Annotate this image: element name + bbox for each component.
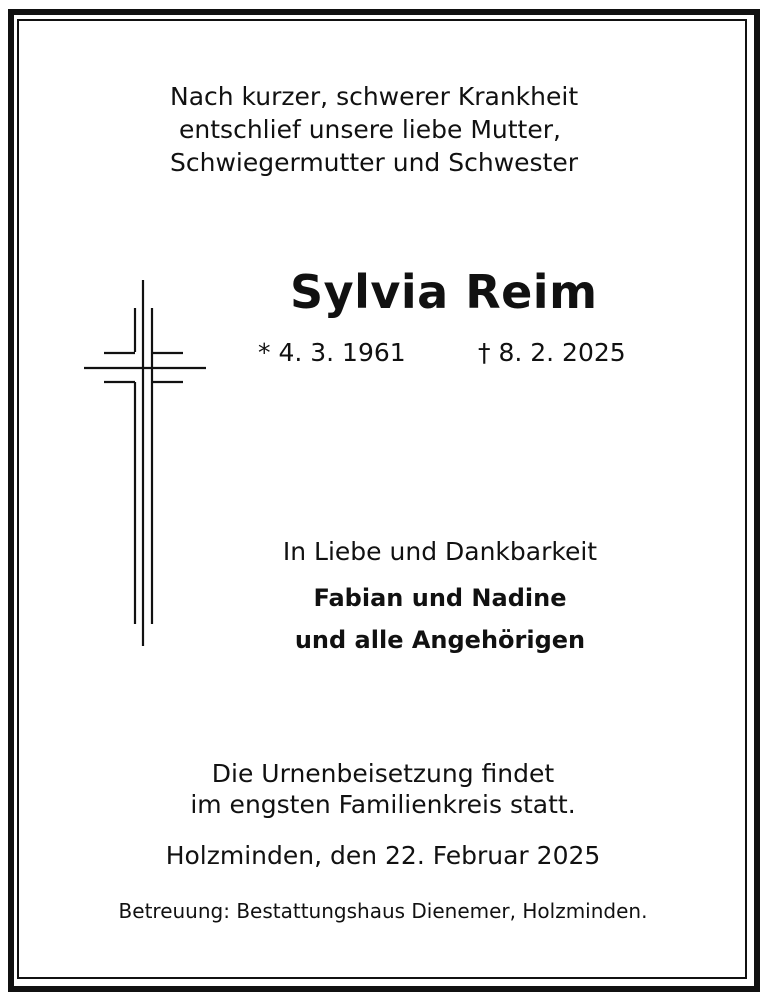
mourner-line: Fabian und Nadine (313, 584, 567, 612)
burial-line: Die Urnenbeisetzung findet (211, 759, 555, 788)
intro-line: entschlief unsere liebe Mutter, (179, 115, 561, 144)
love-line: In Liebe und Dankbarkeit (282, 537, 598, 566)
deceased-name: Sylvia Reim (290, 265, 598, 319)
intro-line: Nach kurzer, schwerer Krankheit (170, 82, 579, 111)
burial-line: im engsten Familienkreis statt. (190, 790, 576, 819)
mourner-line: und alle Angehörigen (294, 626, 586, 654)
cross-icon (80, 278, 210, 650)
intro-text (170, 80, 579, 179)
death-date: † 8. 2. 2025 (478, 338, 626, 367)
intro-line: Schwiegermutter und Schwester (170, 148, 579, 177)
birth-date: * 4. 3. 1961 (258, 338, 406, 367)
funeral-home: Betreuung: Bestattungshaus Dienemer, Holzminden. (118, 899, 648, 923)
mourners (270, 577, 610, 661)
place-date: Holzminden, den 22. Februar 2025 (165, 841, 601, 870)
burial-notice (133, 758, 633, 820)
